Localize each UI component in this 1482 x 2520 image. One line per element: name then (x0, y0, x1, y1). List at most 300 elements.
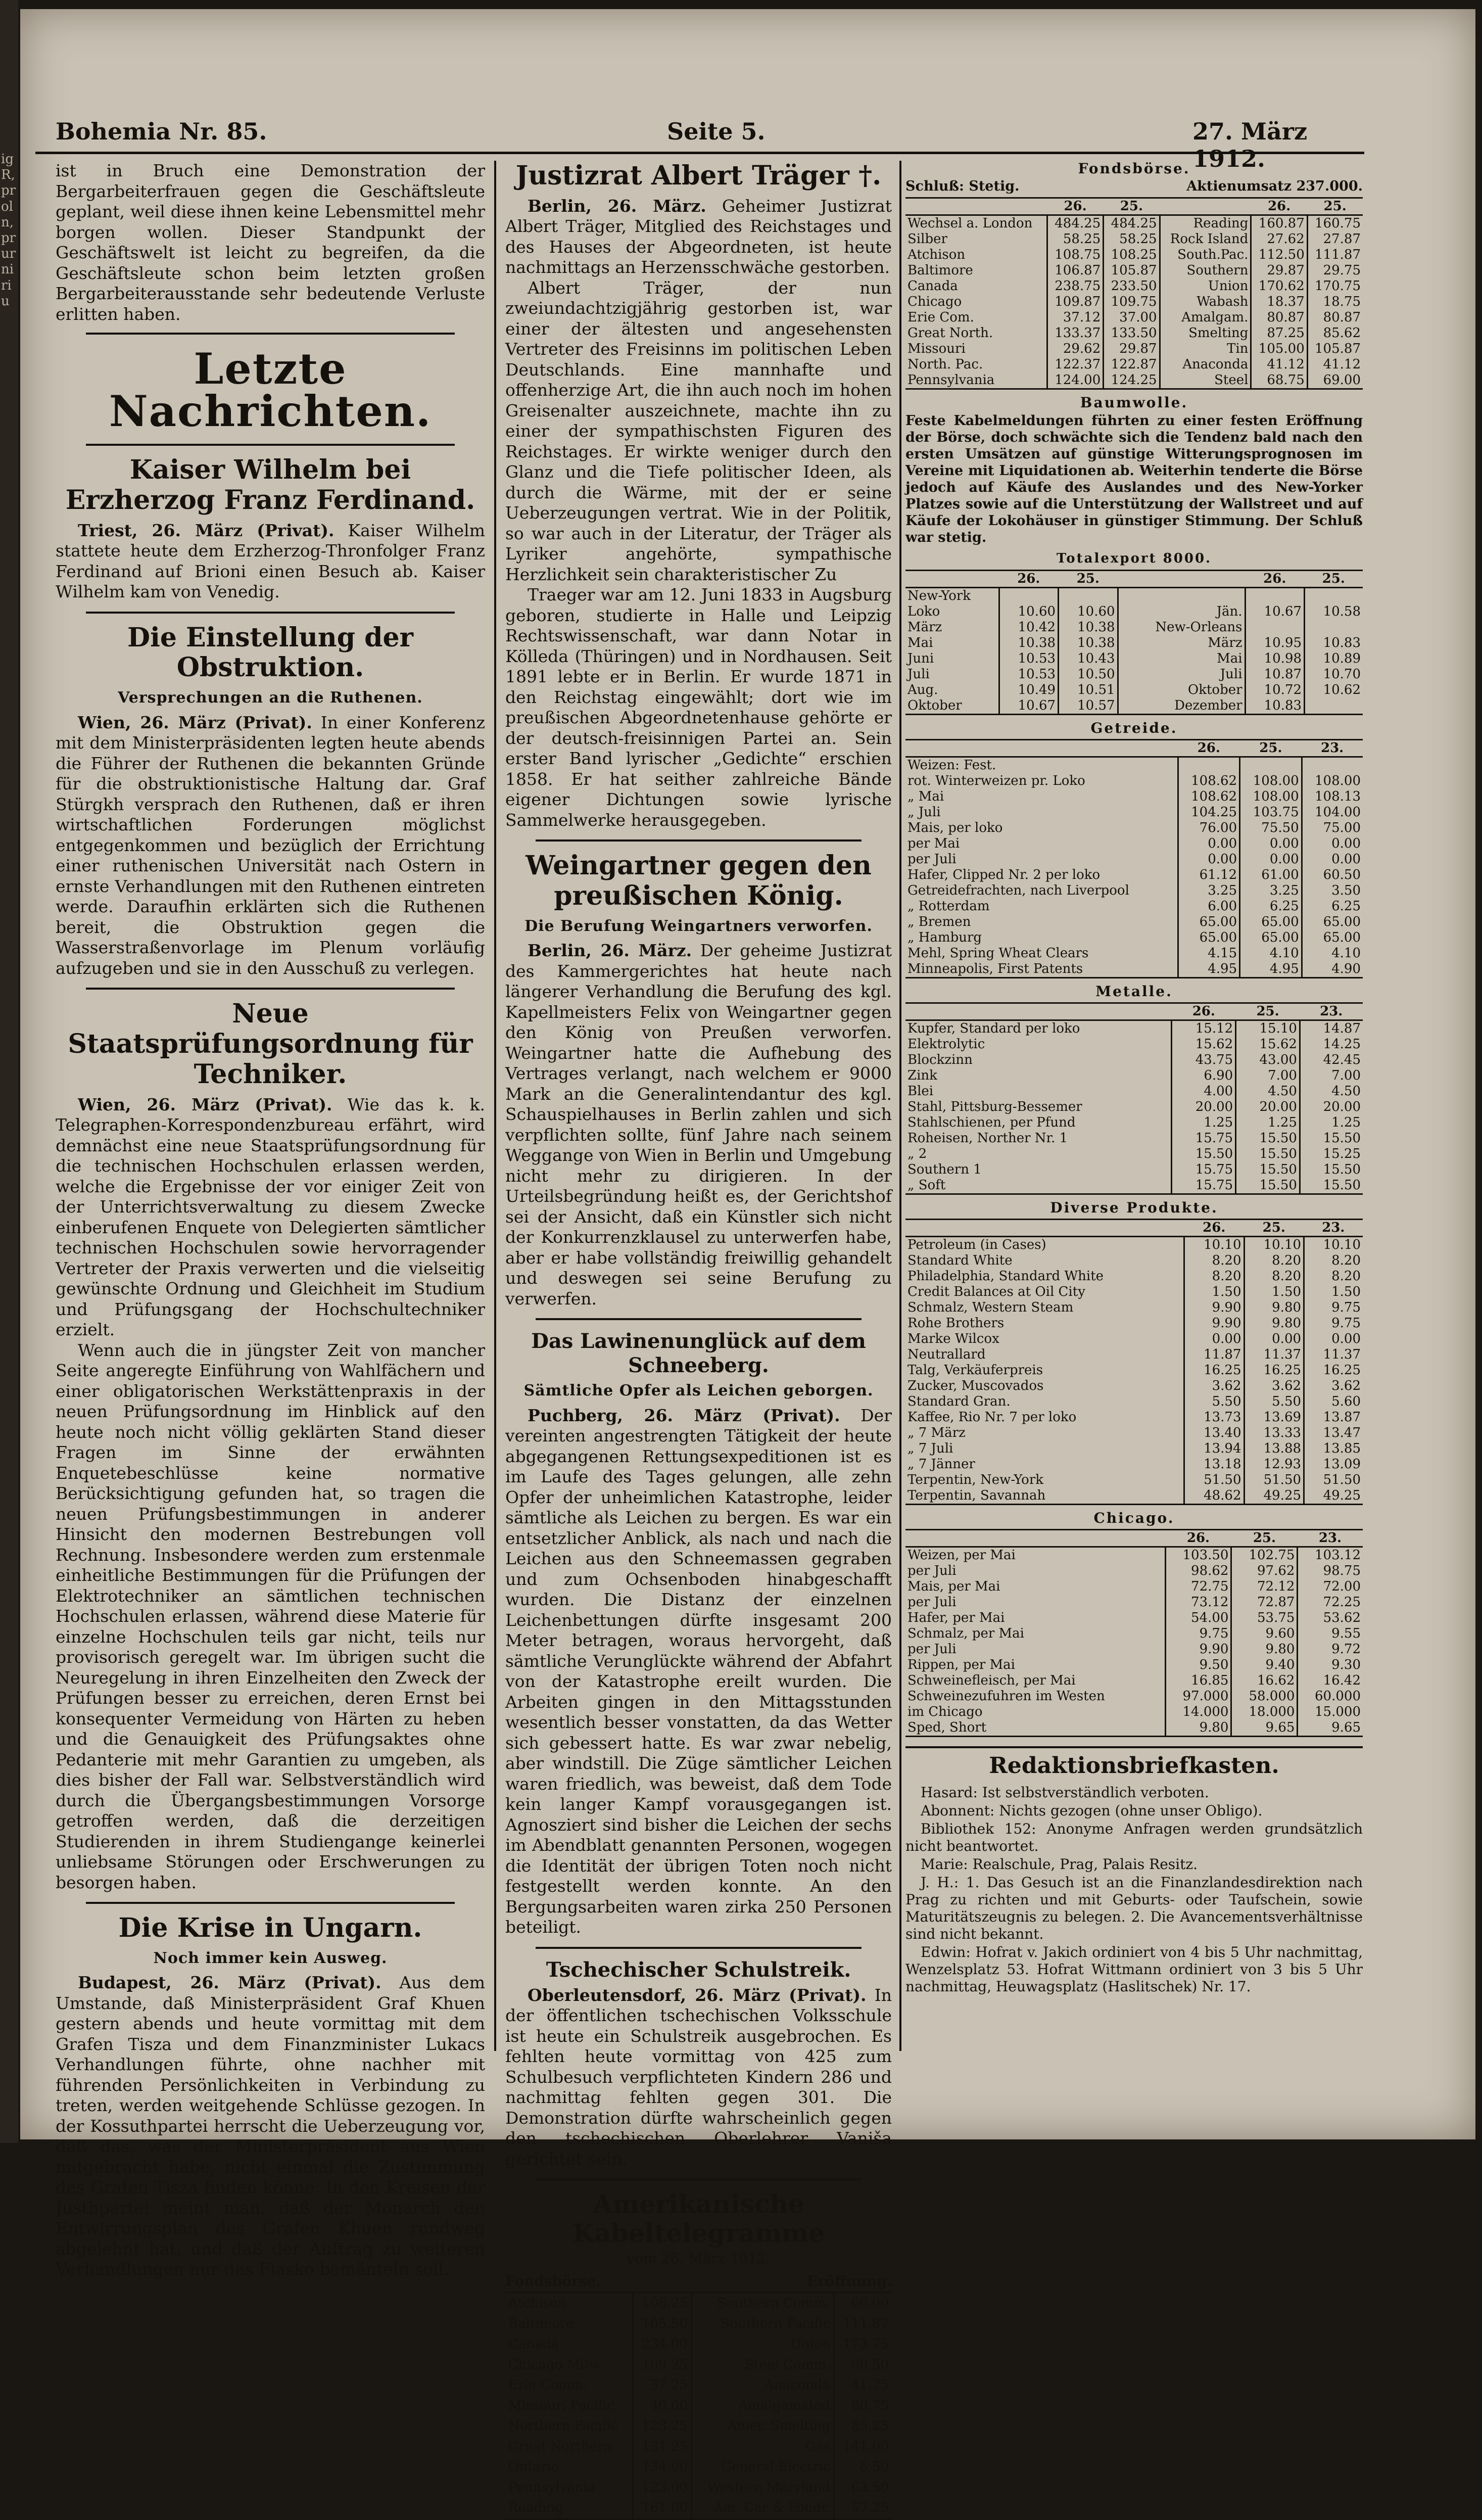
table-cell: 15.50 (1300, 1162, 1363, 1178)
table-cell: 234.00 (633, 2334, 692, 2355)
briefkasten-entry: Hasard: Ist selbstverständlich verboten. (921, 1784, 1209, 1801)
table-row (905, 667, 1363, 682)
table-cell: 15.000 (1298, 1704, 1363, 1720)
separator (86, 333, 455, 335)
diverse-table (905, 1219, 1363, 1505)
table-cell: 65.00 (1178, 930, 1240, 946)
table-header-row (905, 740, 1363, 757)
table-row (905, 310, 1363, 325)
section-title-chicago: Chicago. (1093, 1510, 1175, 1526)
article-text: In einer Konferenz mit dem Ministerpräsidenten legten heute abends die Führer der Ruthenen die bekannten Gründe für die obstruktionistische Haltung dar. Graf Stürgkh versprach den Ruthenen, daß er ihren wirtschaftlichen Forderungen möglichst entgegenkommen und bezüglich der Errichtung einer ruthenischen Universität nach Ostern in ernste Verhandlungen mit den Ruthenen eintreten werde. Daraufhin erklärten sich die Ruthenen bereit, die Obstruktion gegen die Wasserstraßenvorlage im Plenum vorläufig aufzugeben und sie in den Ausschuß zu verlegen. (56, 712, 485, 978)
table-cell: „ 7 Juli (907, 1441, 953, 1456)
table-cell: 111.87 (1307, 247, 1363, 263)
header-cell: 25. (1307, 198, 1363, 215)
table-row (505, 2478, 892, 2498)
header-cell: 25. (1104, 198, 1160, 215)
header-cell: 26. (1184, 1220, 1245, 1237)
table-row (505, 2437, 892, 2457)
table-cell: 484.25 (1047, 215, 1103, 232)
table-cell: Kaffee, Rio Nr. 7 per loko (907, 1410, 1077, 1425)
header-cell: 26. (1165, 1530, 1231, 1547)
table-row (905, 1237, 1363, 1253)
table-cell: 7.00 (1300, 1068, 1363, 1084)
table-row (905, 1441, 1363, 1457)
table-cell: Atchison (508, 2296, 566, 2311)
table-cell: 103.50 (1165, 1547, 1231, 1564)
table-cell: Kupfer, Standard per loko (907, 1021, 1080, 1036)
table-cell: Pennsylvania (907, 372, 995, 388)
table-cell: Schmalz, per Mai (907, 1626, 1024, 1641)
table-cell: North. Pac. (907, 357, 983, 372)
table-cell: 108.13 (1302, 789, 1363, 805)
table-cell: 49.25 (1304, 1488, 1363, 1505)
table-cell: Juli (907, 667, 930, 682)
table-cell: 65.00 (1178, 914, 1240, 930)
table-cell: „ Rotterdam (907, 899, 990, 914)
table-cell: Smelting (1160, 325, 1251, 341)
table-cell: Schmalz, Western Steam (907, 1300, 1074, 1315)
table-header-row (905, 1220, 1363, 1237)
table-cell: 103.12 (1298, 1547, 1363, 1564)
table-cell: 133.50 (1104, 325, 1160, 341)
table-cell: 10.38 (1059, 635, 1118, 651)
table-cell: Great North. (907, 325, 993, 341)
table-row (905, 1146, 1363, 1162)
table-cell: Sped, Short (907, 1720, 987, 1735)
table-cell: 5.50 (1184, 1394, 1245, 1410)
table-cell: 20.00 (1300, 1099, 1363, 1115)
table-cell: Hafer, Clipped Nr. 2 per loko (907, 867, 1101, 882)
table-cell: 13.33 (1244, 1425, 1304, 1441)
table-cell: 108.00 (1240, 773, 1302, 789)
header-cell: 23. (1304, 1220, 1363, 1237)
briefkasten-entry: Marie: Realschule, Prag, Palais Resitz. (921, 1855, 1198, 1873)
table-cell: 15.12 (1172, 1020, 1236, 1037)
table-cell: 10.10 (1184, 1237, 1245, 1253)
table-cell: per Juli (907, 1595, 957, 1610)
article-text: Traeger war am 12. Juni 1833 in Augsburg geboren, studierte in Halle und Leipzig Rechtswissenschaft, war dann Notar in Kölleda (Thüringen) und in Nordhausen. Seit 1891 lebte er in Berlin. Er wurde 1871 in den Reichstag eingewählt; dort wie im preußischen Abgeordnetenhause gehörte er der deutsch-freisinnigen Partei an. Sein erster Band lyrischer „Gedichte“ erschien 1858. Er hat seither zahlreiche Bände eigener Dichtungen sowie lyrische Sammelwerke herausgegeben. (505, 585, 892, 830)
table-cell: Anaconda (1160, 357, 1251, 372)
table-cell: 4.95 (1240, 961, 1302, 978)
table-row (905, 789, 1363, 805)
table-cell: 170.62 (1251, 278, 1307, 294)
table-header-row (905, 571, 1363, 588)
table-cell: Rock Island (1160, 231, 1251, 247)
table-cell: 0.00 (1240, 852, 1302, 867)
table-row (905, 1162, 1363, 1178)
table-cell: 37.00 (1104, 310, 1160, 325)
table-cell: 14.25 (1300, 1037, 1363, 1052)
table-cell: 20.00 (1172, 1099, 1236, 1115)
article-title: Justizrat Albert Träger †. (515, 160, 882, 191)
dateline: Oberleutensdorf, 26. März (Privat). (528, 1985, 867, 2005)
table-row (905, 1472, 1363, 1488)
header-cell: 26. (1047, 198, 1103, 215)
table-cell: 10.67 (1245, 604, 1305, 620)
article-subtitle: Versprechungen an die Ruthenen. (118, 689, 423, 707)
table-cell: 111.87 (834, 2314, 892, 2335)
table-cell: Baltimore (508, 2316, 574, 2331)
dateline: Puchberg, 26. März (Privat). (528, 1405, 840, 1425)
baumwolle-table (905, 570, 1363, 715)
table-row (505, 2314, 892, 2335)
table-row (905, 215, 1363, 232)
table-cell: 10.49 (999, 682, 1059, 698)
table-cell: 5.50 (1244, 1394, 1304, 1410)
article-title: Das Lawinenunglück auf dem Schneeberg. (531, 1329, 866, 1378)
table-row (905, 1563, 1363, 1579)
table-cell: 10.67 (999, 698, 1059, 715)
table-row (505, 2457, 892, 2478)
header-cell: 26. (1251, 198, 1307, 215)
table-cell: 75.00 (1302, 820, 1363, 836)
table-row (905, 1720, 1363, 1737)
table-cell: 15.62 (1172, 1037, 1236, 1052)
table-cell: General Electric (692, 2457, 834, 2478)
table-row (905, 278, 1363, 294)
table-cell: 4.10 (1240, 946, 1302, 961)
table-cell: New-York (907, 588, 971, 603)
table-cell: 9.90 (1184, 1300, 1245, 1316)
table-cell: 0.00 (1240, 836, 1302, 852)
separator (536, 2178, 862, 2180)
table-row (905, 1673, 1363, 1689)
table-row (905, 1037, 1363, 1052)
page-edge-strip (0, 0, 18, 2143)
table-row (505, 2375, 892, 2396)
table-row (905, 773, 1363, 789)
table-cell: Am. Car & Foudr. (692, 2498, 834, 2519)
table-cell (1305, 620, 1363, 635)
table-cell: 53.75 (1231, 1610, 1298, 1626)
table-cell: 3.50 (1302, 883, 1363, 899)
header-cell: 23. (1302, 740, 1363, 757)
table-cell: 16.85 (1165, 1673, 1231, 1689)
table-cell: im Chicago (907, 1704, 983, 1719)
table-cell: Atchison (907, 247, 966, 262)
table-cell: Getreidefrachten, nach Liverpool (907, 883, 1129, 898)
table-cell: 4.50 (1300, 1084, 1363, 1099)
table-row (505, 2334, 892, 2355)
table-cell: 141.00 (834, 2437, 892, 2457)
table-cell: 13.87 (1304, 1410, 1363, 1425)
table-cell: 51.50 (1304, 1472, 1363, 1488)
table-cell: „ Hamburg (907, 930, 982, 945)
table-cell: 15.50 (1236, 1146, 1300, 1162)
table-cell: Amalgamated (692, 2396, 834, 2416)
table-cell: 15.75 (1172, 1162, 1236, 1178)
table-row (905, 1178, 1363, 1194)
header-cell: 26. (999, 571, 1059, 588)
table-cell: 105.00 (1251, 341, 1307, 357)
separator (86, 1902, 455, 1904)
table-cell: 3.25 (1240, 883, 1302, 899)
table-cell: Oktober (1118, 682, 1245, 698)
table-cell: 69.00 (1307, 372, 1363, 389)
table-cell: 160.87 (1251, 215, 1307, 232)
table-cell: Roheisen, Norther Nr. 1 (907, 1131, 1068, 1146)
separator (536, 839, 862, 842)
article-subtitle: Noch immer kein Ausweg. (153, 1949, 388, 1967)
redaktion-box (905, 1784, 1363, 1995)
table-row (905, 1099, 1363, 1115)
separator (536, 1947, 862, 1949)
table-cell: 104.00 (1302, 805, 1363, 820)
table-cell: Mai (1118, 651, 1245, 667)
table-cell: 124.00 (1047, 372, 1103, 389)
section-title-diverse: Diverse Produkte. (1050, 1199, 1218, 1216)
table-cell: „ Bremen (907, 914, 971, 929)
header-cell: 26. (1178, 740, 1240, 757)
table-cell: 112.50 (1251, 247, 1307, 263)
table-cell: Terpentin, Savannah (907, 1488, 1046, 1503)
table-cell: 9.90 (1165, 1642, 1231, 1657)
table-cell: 58.000 (1231, 1689, 1298, 1704)
table-cell: 170.75 (1307, 278, 1363, 294)
table-cell: 108.25 (1104, 247, 1160, 263)
table-cell: Neutrallard (907, 1347, 986, 1362)
table-cell: 9.90 (1184, 1316, 1245, 1331)
kabel-right-head: Eröffnung. (806, 2272, 892, 2290)
table-cell: 13.18 (1184, 1457, 1245, 1472)
table-cell: 8.20 (1184, 1269, 1245, 1284)
table-cell: Amer. Smelting (692, 2416, 834, 2437)
table-row (905, 836, 1363, 852)
table-cell (999, 588, 1059, 604)
table-cell: 42.45 (1300, 1052, 1363, 1068)
table-row (905, 1488, 1363, 1505)
table-row (905, 651, 1363, 667)
separator (86, 612, 455, 614)
article-text: Der geheime Justizrat des Kammergerichtes hat heute nach längerer Verhandlung die Berufung des kgl. Kapellmeisters Felix von Weingartner gegen den König von Preußen verworfen. Weingartner hatte die Aufhebung des Vertrages verlangt, nach welchem er 9000 Mark an die Generalintendantur des kgl. Schauspielhauses in Berlin zahlen und sich verpflichten sollte, fünf Jahre nach seinem Weggange von Wien in Berlin und Umgebung nicht mehr zu dirigieren. In der Urteilsbegründung heißt es, der Gerichtshof sei der Ansicht, daß ein Künstler sich nicht der Konkurrenzklausel zu unterwerfen habe, aber er habe vollständig freiwillig gehandelt und deswegen sei seine Berufung zu verwerfen. (505, 941, 892, 1309)
table-cell: Reading (1160, 215, 1251, 232)
table-cell: rot. Winterweizen pr. Loko (907, 773, 1085, 788)
table-cell: 8.20 (1184, 1253, 1245, 1269)
table-cell: Stahlschienen, per Pfund (907, 1115, 1076, 1130)
header-cell: 26. (1245, 571, 1305, 588)
table-cell: Aug. (907, 682, 938, 697)
table-cell: 15.50 (1236, 1178, 1300, 1194)
table-row (505, 2355, 892, 2375)
table-cell: 104.25 (1178, 805, 1240, 820)
table-row (905, 820, 1363, 836)
table-cell: 6.90 (1172, 1068, 1236, 1084)
table-cell: 13.09 (1304, 1457, 1363, 1472)
table-cell: 6.25 (1302, 899, 1363, 914)
table-cell: 131.25 (633, 2437, 692, 2457)
table-cell: 108.25 (633, 2293, 692, 2314)
table-row (505, 2396, 892, 2416)
table-row (505, 2416, 892, 2437)
table-cell: Petroleum (in Cases) (907, 1237, 1046, 1252)
table-cell: 106.87 (1047, 263, 1103, 278)
table-cell: 54.00 (1165, 1610, 1231, 1626)
table-cell: Tin (1160, 341, 1251, 357)
table-cell: 27.62 (1251, 231, 1307, 247)
table-cell: per Juli (907, 852, 957, 867)
table-cell: Juli (1118, 667, 1245, 682)
header-cell (1160, 198, 1251, 215)
table-cell: 173.75 (834, 2334, 892, 2355)
table-row (905, 635, 1363, 651)
table-cell: 13.88 (1244, 1441, 1304, 1457)
table-cell: 57.25 (834, 2498, 892, 2519)
article-text: Wie das k. k. Telegraphen-Korrespondenzbureau erfährt, wird demnächst eine neue Staatsprüfungsordnung für die technischen Hochschulen erlassen werden, welche die Ergebnisse der vor einiger Zeit von der Unterrichtsverwaltung zu diesem Zwecke einberufenen Enquete von Delegierten sämtlicher technischen Hochschulen sowie hervorragender Vertreter der Praxis verwerten und die vielseitig gewünschte Ordnung und Gleichheit im Studium und Prüfungsgang der Hochschultechniker erzielt. (56, 1094, 485, 1340)
section-title-letzte-nachrichten: Letzte Nachrichten. (109, 344, 432, 436)
table-cell: Amalgam. (1160, 310, 1251, 325)
table-cell: per Juli (907, 1642, 957, 1657)
table-row (905, 1626, 1363, 1642)
table-cell: 10.70 (1305, 667, 1363, 682)
table-cell: Steel Comm. (692, 2355, 834, 2375)
header-date: 27. März 1912. (1192, 118, 1308, 172)
header-cell: 26. (1172, 1003, 1236, 1020)
table-cell: 9.65 (1298, 1720, 1363, 1737)
table-cell: 15.75 (1172, 1178, 1236, 1194)
table-cell: Union (692, 2334, 834, 2355)
table-cell: Southern Comm. (692, 2293, 834, 2314)
table-cell: 75.50 (1240, 820, 1302, 836)
article-text: In der öffentlichen tschechischen Volksschule ist heute ein Schulstreik ausgebrochen. Es fehlten heute vormittag von 425 zum Schulbesuch verpflichteten Kindern 286 und nachmittag fehlten gegen 301. Die Demonstration dürfte wahrscheinlich gegen den tschechischen Oberlehrer Vaniša gerichtet sein. (505, 1985, 892, 2169)
table-cell: 10.50 (1059, 667, 1118, 682)
section-title-getreide: Getreide. (1090, 720, 1178, 736)
table-cell: 161.00 (633, 2498, 692, 2519)
table-cell: 9.72 (1298, 1642, 1363, 1657)
table-cell: 102.75 (1231, 1547, 1298, 1564)
header-cell: 25. (1305, 571, 1363, 588)
table-cell: 10.72 (1245, 682, 1305, 698)
table-cell: Chicago Milw. (508, 2357, 603, 2372)
table-cell: 65.00 (1240, 914, 1302, 930)
table-cell: 4.10 (1302, 946, 1363, 961)
table-cell: 13.69 (1244, 1410, 1304, 1425)
header-cell (1118, 571, 1245, 588)
table-header-row (905, 1530, 1363, 1547)
header-issue: Bohemia Nr. 85. (56, 118, 267, 145)
table-row (905, 1084, 1363, 1099)
table-cell: 13.85 (1304, 1441, 1363, 1457)
table-cell: „ Mai (907, 789, 944, 804)
table-cell: 10.53 (999, 667, 1059, 682)
header-cell (905, 571, 999, 588)
table-cell: Missouri Pacific (508, 2398, 614, 2413)
table-cell: 15.50 (1236, 1162, 1300, 1178)
kabel-table (505, 2292, 892, 2520)
table-cell: 105.87 (1104, 263, 1160, 278)
table-cell: 484.25 (1104, 215, 1160, 232)
table-cell: Weizen: Fest. (907, 758, 996, 773)
section-title-baumwolle: Baumwolle. (1080, 394, 1188, 411)
table-row (905, 1131, 1363, 1146)
table-cell: Gas (692, 2437, 834, 2457)
table-row (905, 698, 1363, 715)
table-cell: 1.25 (1236, 1115, 1300, 1131)
table-cell: 108.62 (1178, 789, 1240, 805)
dateline: Budapest, 26. März (Privat). (78, 1973, 381, 1993)
table-cell: Elektrolytic (907, 1037, 985, 1052)
header-page-number: Seite 5. (667, 118, 766, 145)
table-row (905, 1595, 1363, 1610)
kabel-date: vom 26. März 1912. (627, 2250, 771, 2267)
table-cell: 4.50 (1236, 1084, 1300, 1099)
table-cell (1059, 588, 1118, 604)
table-cell: 15.75 (1172, 1131, 1236, 1146)
article-title: Neue Staatsprüfungsordnung für Techniker. (68, 998, 473, 1090)
separator (86, 988, 455, 990)
getreide-table (905, 739, 1363, 978)
table-cell: 3.25 (1178, 883, 1240, 899)
table-cell: 72.12 (1231, 1579, 1298, 1595)
table-cell: Steel (1160, 372, 1251, 389)
table-cell: 6.50 (834, 2457, 892, 2478)
table-row (905, 341, 1363, 357)
table-cell: 98.62 (1165, 1563, 1231, 1579)
table-row (905, 805, 1363, 820)
section-title-fondsboerse: Fondsbörse. (1078, 160, 1190, 177)
table-cell: Ontario (508, 2459, 559, 2475)
table-cell: Canada (508, 2337, 559, 2352)
table-cell: 10.51 (1059, 682, 1118, 698)
table-cell: Great Northern (508, 2439, 612, 2454)
table-cell: 18.000 (1231, 1704, 1298, 1720)
table-cell: 0.00 (1244, 1331, 1304, 1347)
table-cell: 122.37 (1047, 357, 1103, 372)
table-cell: Minneapolis, First Patents (907, 961, 1083, 976)
table-cell: 72.75 (1165, 1579, 1231, 1595)
table-cell: 15.50 (1300, 1131, 1363, 1146)
header-cell: 25. (1236, 1003, 1300, 1020)
table-cell: 87.25 (1251, 325, 1307, 341)
table-cell: 9.75 (1304, 1316, 1363, 1331)
table-cell: 9.80 (1244, 1316, 1304, 1331)
table-row (905, 1020, 1363, 1037)
table-cell (1305, 698, 1363, 715)
section-title-metalle: Metalle. (1095, 983, 1173, 1000)
table-row (905, 1689, 1363, 1704)
table-cell: Baltimore (907, 263, 973, 278)
table-header-row (905, 1003, 1363, 1020)
table-cell: 72.87 (1231, 1595, 1298, 1610)
table-cell: 10.62 (1305, 682, 1363, 698)
table-cell (1305, 588, 1363, 604)
fonds-table (905, 197, 1363, 390)
table-row (905, 946, 1363, 961)
table-cell: 65.00 (1302, 930, 1363, 946)
table-cell: 72.25 (1298, 1595, 1363, 1610)
table-cell: 5.60 (1304, 1394, 1363, 1410)
table-cell: Standard Gran. (907, 1394, 1011, 1409)
table-cell: 134.00 (633, 2457, 692, 2478)
table-cell: März (1118, 635, 1245, 651)
table-cell: 124.25 (1104, 372, 1160, 389)
table-row (905, 1610, 1363, 1626)
table-cell: 0.00 (1178, 852, 1240, 867)
column-rule-1 (494, 161, 496, 2051)
table-cell: Blockzinn (907, 1052, 973, 1067)
table-cell (1245, 620, 1305, 635)
table-cell: 43.00 (1236, 1052, 1300, 1068)
table-cell: Canada (907, 278, 958, 294)
table-cell: Rippen, per Mai (907, 1657, 1016, 1672)
fonds-turnover: Aktienumsatz 237.000. (1186, 178, 1363, 194)
table-cell: 109.75 (1104, 294, 1160, 310)
table-cell: 14.87 (1300, 1020, 1363, 1037)
table-cell: Terpentin, New-York (907, 1472, 1044, 1487)
table-cell: „ Soft (907, 1178, 946, 1193)
table-cell: 0.00 (1178, 836, 1240, 852)
table-cell: 61.00 (1240, 867, 1302, 883)
table-cell: Hafer, per Mai (907, 1610, 1005, 1625)
